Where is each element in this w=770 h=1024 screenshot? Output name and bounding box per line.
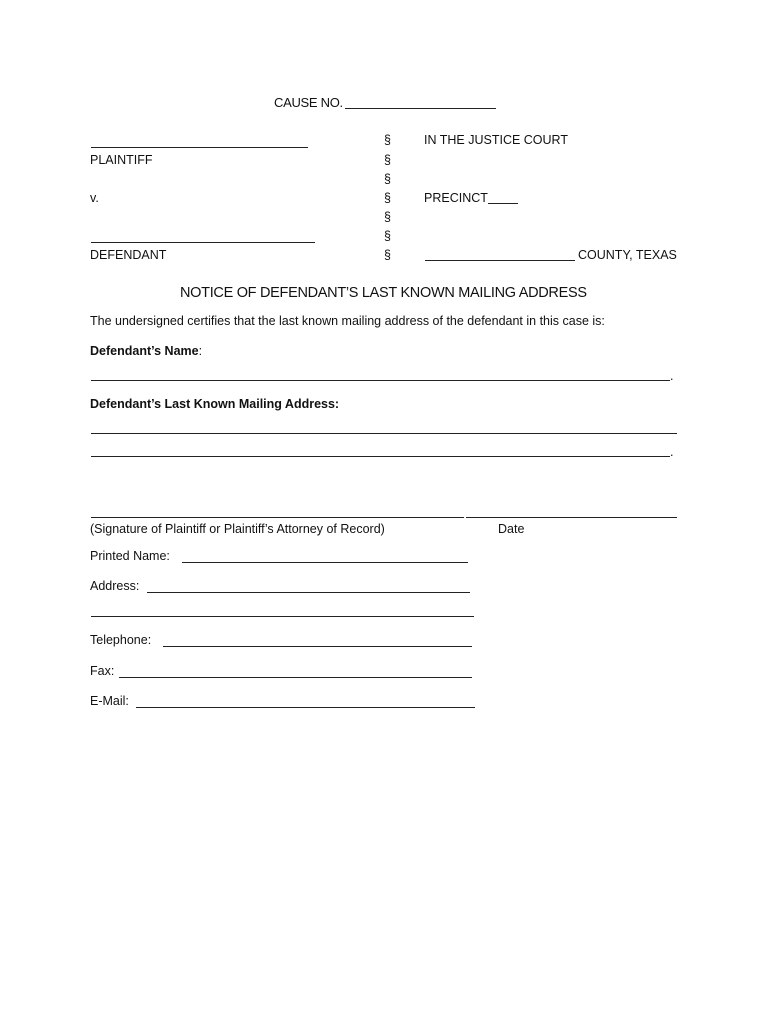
signature-line[interactable] [91, 517, 464, 518]
date-label: Date [498, 522, 525, 536]
mailing-address-line-2[interactable] [91, 456, 670, 457]
certification-text: The undersigned certifies that the last known mailing address of the defendant in this case is: [90, 314, 605, 328]
address-label: Address: [90, 579, 140, 593]
defendant-label: DEFENDANT [90, 248, 167, 262]
plaintiff-label: PLAINTIFF [90, 153, 153, 167]
section-mark: § [384, 133, 391, 147]
address-field-line-2[interactable] [91, 616, 474, 617]
telephone-label: Telephone: [90, 633, 152, 647]
email-field[interactable] [136, 707, 475, 708]
section-mark: § [384, 172, 391, 186]
precinct-blank[interactable] [488, 203, 518, 204]
section-mark: § [384, 153, 391, 167]
precinct-label: PRECINCT [424, 191, 488, 205]
section-mark: § [384, 210, 391, 224]
signature-label: (Signature of Plaintiff or Plaintiff’s Attorney of Record) [90, 522, 385, 536]
address-field-line-1[interactable] [147, 592, 470, 593]
versus-label: v. [90, 191, 99, 205]
printed-name-field[interactable] [182, 562, 468, 563]
mailing-address-label: Defendant’s Last Known Mailing Address: [90, 397, 340, 411]
defendant-name-label: Defendant’s Name: [90, 344, 203, 358]
cause-number-blank[interactable] [345, 108, 496, 109]
telephone-field[interactable] [163, 646, 472, 647]
fax-label: Fax: [90, 664, 115, 678]
defendant-name-field[interactable] [91, 380, 670, 381]
fax-field[interactable] [119, 677, 472, 678]
defendant-name-blank[interactable] [91, 242, 315, 243]
section-mark: § [384, 191, 391, 205]
mailing-address-line-1[interactable] [91, 433, 677, 434]
period-mark: . [670, 445, 674, 459]
section-mark: § [384, 248, 391, 262]
date-line[interactable] [466, 517, 677, 518]
period-mark: . [670, 369, 674, 383]
cause-number-label: CAUSE NO. [274, 95, 343, 110]
court-label: IN THE JUSTICE COURT [424, 133, 568, 147]
county-blank[interactable] [425, 260, 575, 261]
plaintiff-name-blank[interactable] [91, 147, 308, 148]
printed-name-label: Printed Name: [90, 549, 170, 563]
email-label: E-Mail: [90, 694, 129, 708]
notice-title: NOTICE OF DEFENDANT’S LAST KNOWN MAILING ADDRESS [180, 285, 587, 301]
county-label: COUNTY, TEXAS [578, 248, 677, 262]
section-mark: § [384, 229, 391, 243]
